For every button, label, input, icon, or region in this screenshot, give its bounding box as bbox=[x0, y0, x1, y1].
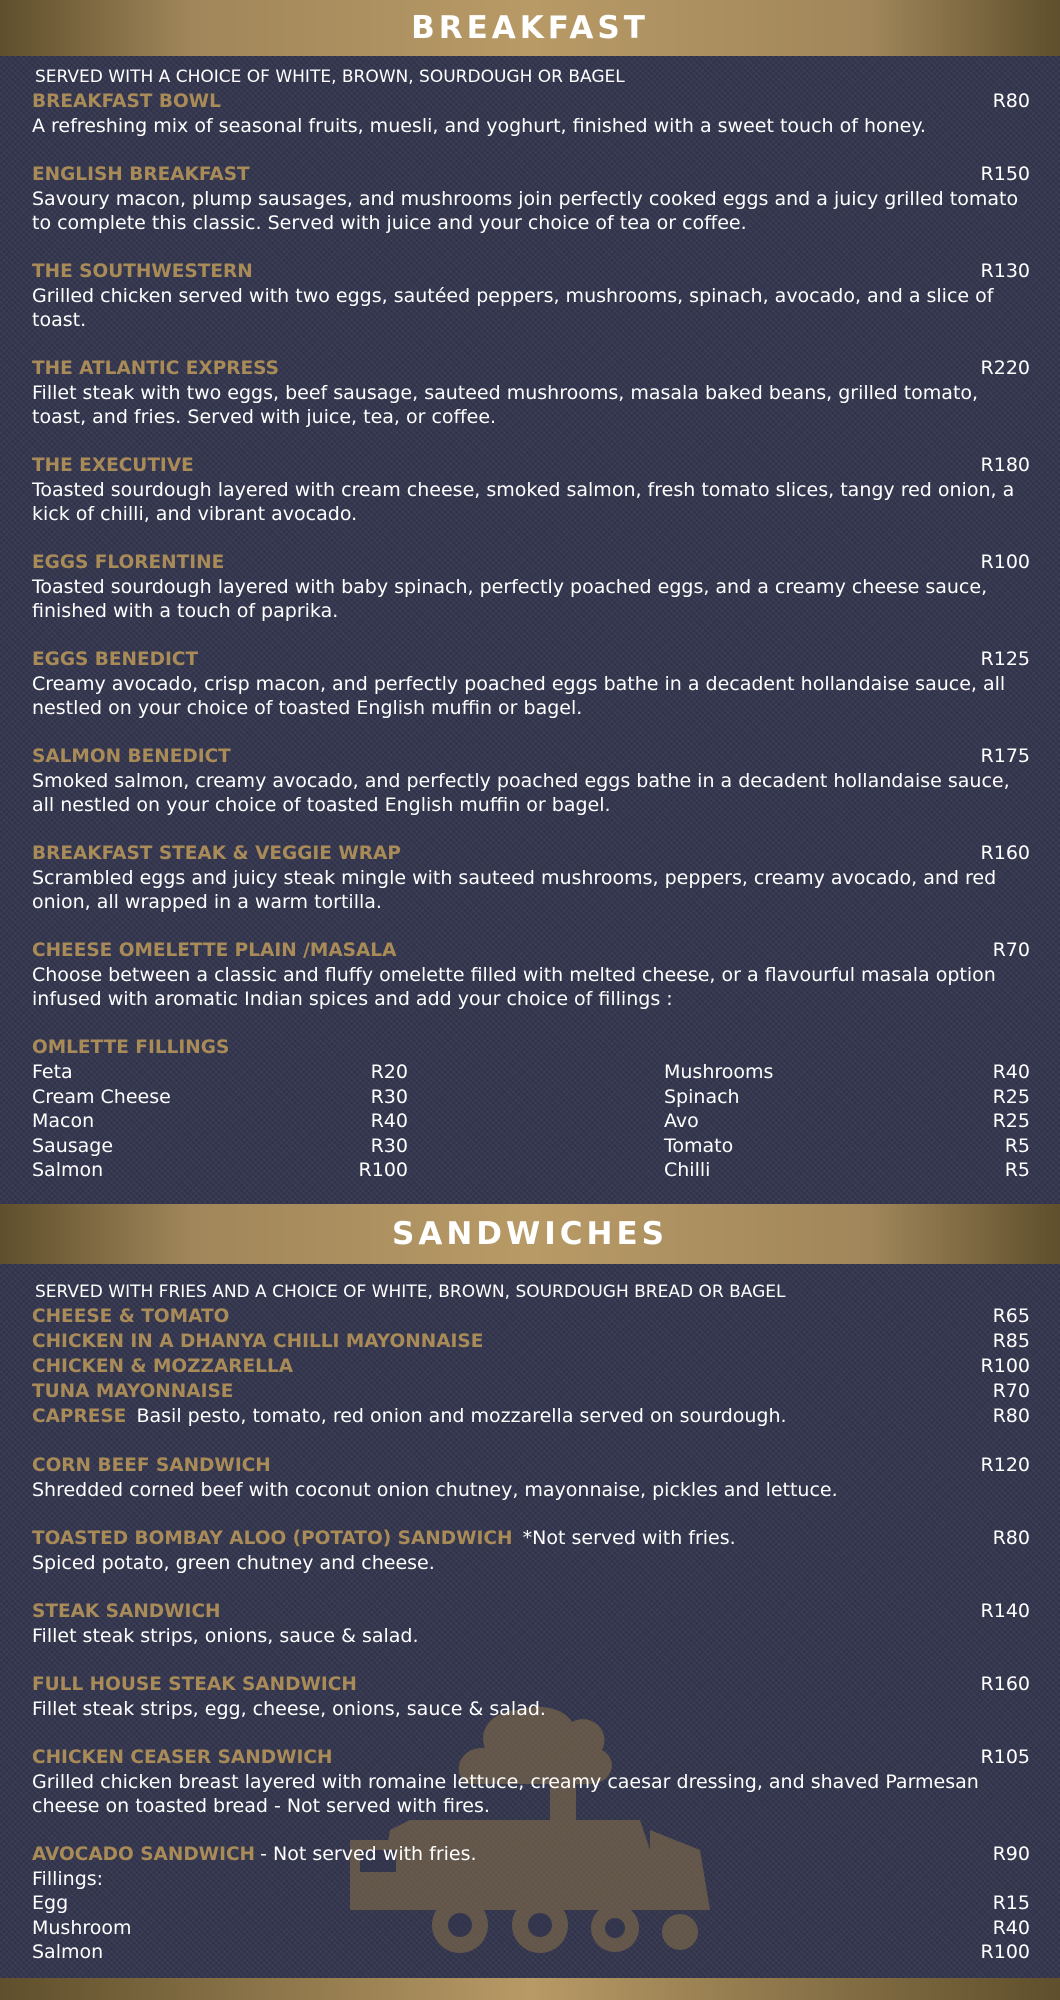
sandwiches-title: SANDWICHES bbox=[392, 1216, 668, 1252]
filling-name: Mushroom bbox=[32, 1916, 132, 1939]
filling-name: Sausage bbox=[32, 1134, 114, 1157]
item-price: R90 bbox=[992, 1843, 1030, 1865]
item-price: R70 bbox=[992, 1380, 1030, 1402]
item-price: R175 bbox=[980, 745, 1030, 767]
menu-item bbox=[32, 744, 1030, 817]
item-name: CAPRESE bbox=[32, 1406, 127, 1427]
filling-row bbox=[32, 1060, 408, 1085]
item-price: R160 bbox=[980, 842, 1030, 864]
filling-name: Avo bbox=[664, 1110, 699, 1132]
item-description: Smoked salmon, creamy avocado, and perfectly poached eggs bathe in a decadent hollandaise sauce, all nestled on your choice of toasted English muffin or bagel. bbox=[32, 770, 1010, 816]
item-description: Toasted sourdough layered with cream cheese, smoked salmon, fresh tomato slices, tangy red onion, a kick of chilli, and vibrant avocado. bbox=[32, 479, 1015, 525]
menu-item bbox=[32, 356, 1030, 429]
item-name: THE ATLANTIC EXPRESS bbox=[32, 358, 279, 379]
fillings-label: Fillings: bbox=[32, 1868, 104, 1890]
breakfast-served-note: SERVED WITH A CHOICE OF WHITE, BROWN, SOURDOUGH OR BAGEL bbox=[35, 67, 625, 87]
filling-price: R5 bbox=[1004, 1134, 1030, 1157]
item-price: R105 bbox=[980, 1746, 1030, 1768]
item-price: R70 bbox=[992, 939, 1030, 961]
item-description: Grilled chicken breast layered with romaine lettuce, creamy caesar dressing, and shaved Parmesan cheese on toasted bread - Not served with fires. bbox=[32, 1771, 979, 1817]
item-name: FULL HOUSE STEAK SANDWICH bbox=[32, 1674, 357, 1695]
item-description: Spiced potato, green chutney and cheese. bbox=[32, 1552, 435, 1574]
item-name: CHEESE OMELETTE PLAIN /MASALA bbox=[32, 940, 397, 961]
filling-row bbox=[664, 1158, 1030, 1183]
item-name: EGGS FLORENTINE bbox=[32, 552, 225, 573]
item-name: CHICKEN & MOZZARELLA bbox=[32, 1356, 294, 1377]
filling-row bbox=[32, 1158, 408, 1183]
filling-price: R15 bbox=[992, 1892, 1030, 1914]
item-name: STEAK SANDWICH bbox=[32, 1601, 221, 1622]
filling-price: R100 bbox=[358, 1159, 408, 1181]
menu-item bbox=[32, 647, 1030, 720]
sandwiches-section bbox=[32, 1280, 1030, 1965]
sandwiches-banner bbox=[0, 1204, 1060, 1264]
filling-name: Mushrooms bbox=[664, 1061, 774, 1083]
menu-item bbox=[32, 1304, 1030, 1329]
filling-name: Chilli bbox=[664, 1159, 711, 1181]
item-description: Scrambled eggs and juicy steak mingle with sauteed mushrooms, peppers, creamy avocado, and red onion, all wrapped in a warm tortilla. bbox=[32, 867, 997, 913]
item-name: EGGS BENEDICT bbox=[32, 649, 199, 670]
menu-item bbox=[32, 1745, 1030, 1818]
item-price: R130 bbox=[980, 260, 1030, 282]
filling-price: R40 bbox=[992, 1916, 1030, 1939]
item-description: Fillet steak strips, onions, sauce & salad. bbox=[32, 1625, 419, 1647]
filling-price: R25 bbox=[992, 1085, 1030, 1108]
item-price: R80 bbox=[992, 1405, 1030, 1427]
item-name: CHICKEN IN A DHANYA CHILLI MAYONNAISE bbox=[32, 1331, 484, 1352]
fillings-right-column bbox=[664, 1060, 1030, 1183]
item-name: CHICKEN CEASER SANDWICH bbox=[32, 1747, 333, 1768]
item-description: Fillet steak with two eggs, beef sausage, sauteed mushrooms, masala baked beans, grilled tomato, toast, and fries. Served with juice, tea, or coffee. bbox=[32, 382, 979, 428]
item-name: CHEESE & TOMATO bbox=[32, 1306, 230, 1327]
filling-price: R5 bbox=[1004, 1159, 1030, 1181]
item-name: AVOCADO SANDWICH bbox=[32, 1844, 256, 1865]
menu-item bbox=[32, 453, 1030, 526]
filling-price: R20 bbox=[370, 1061, 408, 1083]
item-price: R150 bbox=[980, 163, 1030, 185]
fillings-title: OMLETTE FILLINGS bbox=[32, 1037, 230, 1058]
fillings-left-column bbox=[32, 1060, 408, 1183]
menu-item bbox=[32, 550, 1030, 623]
item-description: A refreshing mix of seasonal fruits, muesli, and yoghurt, finished with a sweet touch of honey. bbox=[32, 115, 926, 137]
menu-item bbox=[32, 1672, 1030, 1721]
item-note: Basil pesto, tomato, red onion and mozzarella served on sourdough. bbox=[136, 1405, 787, 1427]
filling-price: R40 bbox=[370, 1110, 408, 1132]
breakfast-banner bbox=[0, 0, 1060, 56]
menu-item bbox=[32, 1354, 1030, 1379]
filling-row bbox=[32, 1891, 1030, 1916]
menu-item bbox=[32, 1379, 1030, 1404]
item-description: Creamy avocado, crisp macon, and perfectly poached eggs bathe in a decadent hollandaise sauce, all nestled on your choice of toasted English muffin or bagel. bbox=[32, 673, 1006, 719]
item-name: TUNA MAYONNAISE bbox=[32, 1381, 234, 1402]
item-price: R140 bbox=[980, 1600, 1030, 1622]
item-name: CORN BEEF SANDWICH bbox=[32, 1455, 271, 1476]
filling-row bbox=[664, 1085, 1030, 1110]
item-name: BREAKFAST STEAK & VEGGIE WRAP bbox=[32, 843, 401, 864]
item-description: Toasted sourdough layered with baby spinach, perfectly poached eggs, and a creamy cheese sauce, finished with a touch of paprika. bbox=[32, 576, 988, 622]
menu-item bbox=[32, 1842, 1030, 1965]
filling-row bbox=[32, 1085, 408, 1110]
filling-name: Spinach bbox=[664, 1085, 740, 1108]
filling-row bbox=[664, 1134, 1030, 1159]
menu-item bbox=[32, 1599, 1030, 1648]
item-price: R220 bbox=[980, 357, 1030, 379]
item-name: BREAKFAST BOWL bbox=[32, 91, 221, 112]
item-price: R100 bbox=[980, 551, 1030, 573]
breakfast-section bbox=[32, 65, 1030, 1183]
fillings-columns bbox=[32, 1060, 1030, 1183]
item-price: R80 bbox=[992, 90, 1030, 112]
filling-price: R100 bbox=[980, 1941, 1030, 1963]
menu-item bbox=[32, 841, 1030, 914]
item-note: - Not served with fries. bbox=[260, 1843, 477, 1865]
item-price: R180 bbox=[980, 454, 1030, 476]
filling-price: R30 bbox=[370, 1085, 408, 1108]
item-price: R85 bbox=[992, 1330, 1030, 1352]
item-description: Fillet steak strips, egg, cheese, onions, sauce & salad. bbox=[32, 1698, 546, 1720]
filling-row bbox=[32, 1134, 408, 1159]
menu-item bbox=[32, 1526, 1030, 1575]
sandwiches-served-note: SERVED WITH FRIES AND A CHOICE OF WHITE, BROWN, SOURDOUGH BREAD OR BAGEL bbox=[35, 1282, 786, 1302]
item-name: SALMON BENEDICT bbox=[32, 746, 231, 767]
filling-name: Tomato bbox=[664, 1134, 734, 1157]
menu-item bbox=[32, 1329, 1030, 1354]
item-note: *Not served with fries. bbox=[522, 1527, 736, 1549]
item-name: THE SOUTHWESTERN bbox=[32, 261, 253, 282]
omelette-fillings bbox=[32, 1035, 1030, 1183]
item-price: R65 bbox=[992, 1305, 1030, 1327]
item-price: R160 bbox=[980, 1673, 1030, 1695]
menu-item bbox=[32, 89, 1030, 138]
item-name: ENGLISH BREAKFAST bbox=[32, 164, 250, 185]
item-price: R125 bbox=[980, 648, 1030, 670]
filling-row bbox=[664, 1109, 1030, 1134]
item-price: R80 bbox=[992, 1527, 1030, 1549]
filling-row bbox=[664, 1060, 1030, 1085]
menu-item bbox=[32, 1453, 1030, 1502]
filling-name: Salmon bbox=[32, 1159, 104, 1181]
bottom-gold-bar bbox=[0, 1978, 1060, 2000]
filling-name: Egg bbox=[32, 1892, 69, 1914]
menu-item bbox=[32, 259, 1030, 332]
item-price: R100 bbox=[980, 1355, 1030, 1377]
item-description: Shredded corned beef with coconut onion chutney, mayonnaise, pickles and lettuce. bbox=[32, 1479, 838, 1501]
item-price: R120 bbox=[980, 1454, 1030, 1476]
item-description: Grilled chicken served with two eggs, sautéed peppers, mushrooms, spinach, avocado, and a slice of toast. bbox=[32, 285, 994, 331]
menu-item bbox=[32, 162, 1030, 235]
filling-name: Feta bbox=[32, 1061, 73, 1083]
filling-price: R25 bbox=[992, 1110, 1030, 1132]
filling-row bbox=[32, 1109, 408, 1134]
filling-row bbox=[32, 1940, 1030, 1965]
filling-price: R30 bbox=[370, 1134, 408, 1157]
item-name: THE EXECUTIVE bbox=[32, 455, 194, 476]
menu-item bbox=[32, 1404, 1030, 1429]
filling-name: Macon bbox=[32, 1110, 95, 1132]
menu-item bbox=[32, 938, 1030, 1011]
item-description: Savoury macon, plump sausages, and mushrooms join perfectly cooked eggs and a juicy grilled tomato to complete this classic. Served with juice and your choice of tea or coffee. bbox=[32, 188, 1019, 234]
filling-price: R40 bbox=[992, 1061, 1030, 1083]
filling-name: Cream Cheese bbox=[32, 1085, 171, 1108]
filling-row bbox=[32, 1916, 1030, 1941]
item-description: Choose between a classic and fluffy omelette filled with melted cheese, or a flavourful masala option infused with aromatic Indian spices and add your choice of fillings : bbox=[32, 964, 996, 1010]
item-name: TOASTED BOMBAY ALOO (POTATO) SANDWICH bbox=[32, 1528, 513, 1549]
filling-name: Salmon bbox=[32, 1941, 104, 1963]
breakfast-title: BREAKFAST bbox=[411, 10, 649, 46]
